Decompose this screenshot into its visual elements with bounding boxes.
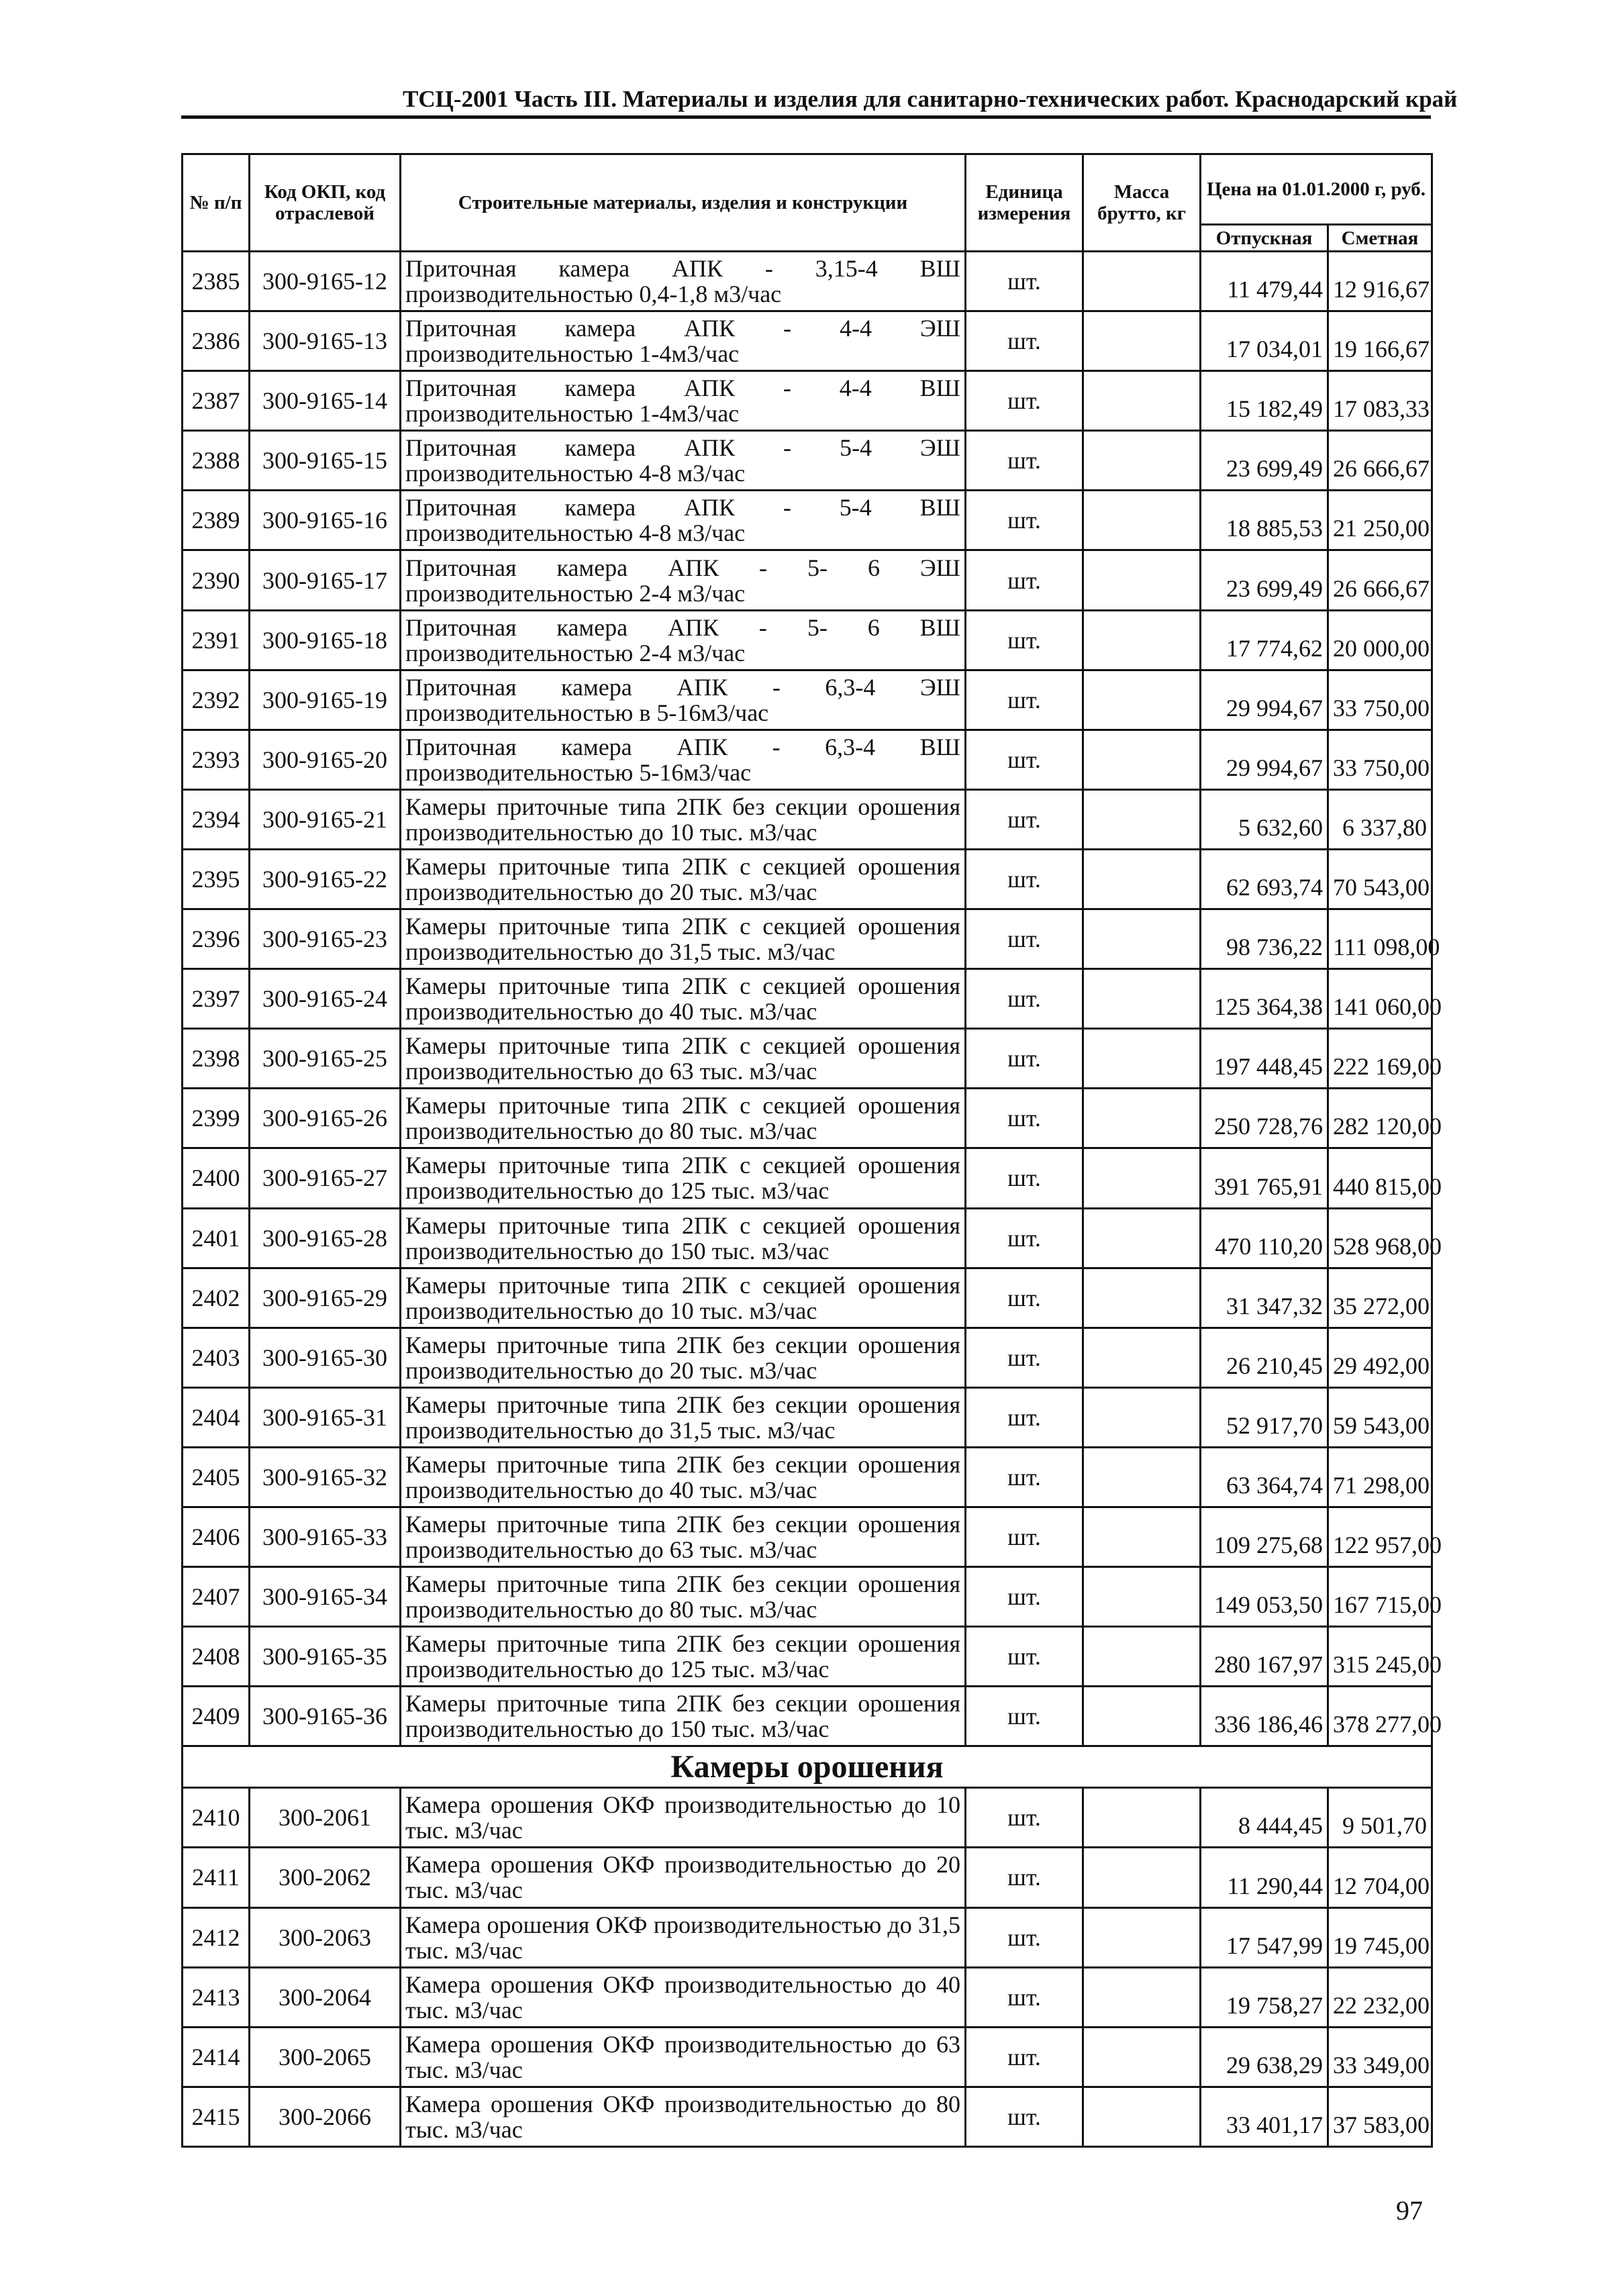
row-mass [1083,1387,1201,1447]
row-number: 2388 [183,431,250,491]
row-estimate-price: 26 666,67 [1328,550,1432,610]
row-code: 300-9165-33 [250,1507,401,1566]
price-table [181,153,1442,2148]
row-description: Камера орошения ОКФ производительностью до 63 тыс. м3/час [401,2027,966,2087]
row-estimate-price: 29 492,00 [1328,1328,1432,1387]
table-row [183,969,1432,1029]
row-description: Камеры приточные типа 2ПК без секции орошения производительностью до 63 тыс. м3/час [401,1507,966,1566]
row-mass [1083,670,1201,730]
table-row [183,491,1432,550]
row-estimate-price: 440 815,00 [1328,1148,1432,1208]
row-release-price: 31 347,32 [1201,1268,1328,1328]
row-description: Приточная камера АПК - 4-4 ЭШ производительностью 1-4м3/час [401,311,966,371]
row-estimate-price: 26 666,67 [1328,431,1432,491]
row-mass [1083,1208,1201,1268]
row-estimate-price: 111 098,00 [1328,909,1432,969]
row-release-price: 19 758,27 [1201,1967,1328,2027]
row-mass [1083,1507,1201,1566]
table-row [183,1507,1432,1566]
row-release-price: 280 167,97 [1201,1627,1328,1687]
row-unit: шт. [966,2087,1083,2146]
row-code: 300-9165-12 [250,252,401,311]
table-row [183,1089,1432,1148]
column-header-price: Цена на 01.01.2000 г, руб. [1201,154,1432,225]
row-number: 2392 [183,670,250,730]
row-code: 300-9165-22 [250,849,401,909]
row-code: 300-9165-30 [250,1328,401,1387]
row-number: 2411 [183,1848,250,1907]
row-unit: шт. [966,730,1083,789]
row-unit: шт. [966,670,1083,730]
row-number: 2409 [183,1687,250,1746]
row-description: Камеры приточные типа 2ПК без секции орошения производительностью до 80 тыс. м3/час [401,1567,966,1627]
row-unit: шт. [966,1507,1083,1566]
row-unit: шт. [966,1029,1083,1089]
row-estimate-price: 35 272,00 [1328,1268,1432,1328]
row-release-price: 15 182,49 [1201,371,1328,431]
section-title: Камеры орошения [183,1746,1432,1788]
row-description: Камеры приточные типа 2ПК с секцией орошения производительностью до 10 тыс. м3/час [401,1268,966,1328]
row-mass [1083,909,1201,969]
row-description: Камеры приточные типа 2ПК без секции орошения производительностью до 150 тыс. м3/час [401,1687,966,1746]
row-mass [1083,2027,1201,2087]
row-estimate-price: 222 169,00 [1328,1029,1432,1089]
row-estimate-price: 282 120,00 [1328,1089,1432,1148]
row-estimate-price: 141 060,00 [1328,969,1432,1029]
row-estimate-price: 17 083,33 [1328,371,1432,431]
table-row [183,1208,1432,1268]
row-mass [1083,1967,1201,2027]
table-row [183,2087,1432,2146]
row-mass [1083,969,1201,1029]
table-row [183,550,1432,610]
row-number: 2391 [183,610,250,670]
table-row [183,1848,1432,1907]
row-description: Приточная камера АПК - 5- 6 ЭШ производительностью 2-4 м3/час [401,550,966,610]
row-description: Камера орошения ОКФ производительностью до 40 тыс. м3/час [401,1967,966,2027]
row-release-price: 17 547,99 [1201,1907,1328,1967]
row-release-price: 33 401,17 [1201,2087,1328,2146]
row-number: 2396 [183,909,250,969]
row-estimate-price: 9 501,70 [1328,1788,1432,1848]
table-row [183,252,1432,311]
table-row [183,1567,1432,1627]
row-mass [1083,311,1201,371]
row-number: 2415 [183,2087,250,2146]
row-code: 300-9165-18 [250,610,401,670]
row-mass [1083,550,1201,610]
row-release-price: 29 994,67 [1201,670,1328,730]
row-release-price: 5 632,60 [1201,789,1328,849]
row-release-price: 17 034,01 [1201,311,1328,371]
row-unit: шт. [966,849,1083,909]
row-unit: шт. [966,1268,1083,1328]
row-number: 2407 [183,1567,250,1627]
row-mass [1083,1848,1201,1907]
row-unit: шт. [966,1627,1083,1687]
row-unit: шт. [966,371,1083,431]
row-mass [1083,371,1201,431]
row-code: 300-9165-16 [250,491,401,550]
row-description: Камера орошения ОКФ производительностью до 20 тыс. м3/час [401,1848,966,1907]
row-unit: шт. [966,789,1083,849]
table-row [183,849,1432,909]
row-description: Приточная камера АПК - 5- 6 ВШ производительностью 2-4 м3/час [401,610,966,670]
row-description: Приточная камера АПК - 6,3-4 ЭШ производительностью в 5-16м3/час [401,670,966,730]
row-mass [1083,1029,1201,1089]
row-description: Камера орошения ОКФ производительностью до 10 тыс. м3/час [401,1788,966,1848]
header-divider [181,115,1431,119]
row-mass [1083,1089,1201,1148]
row-code: 300-2061 [250,1788,401,1848]
row-mass [1083,1148,1201,1208]
row-unit: шт. [966,1089,1083,1148]
row-unit: шт. [966,550,1083,610]
row-estimate-price: 315 245,00 [1328,1627,1432,1687]
row-code: 300-9165-31 [250,1387,401,1447]
row-estimate-price: 528 968,00 [1328,1208,1432,1268]
row-code: 300-2066 [250,2087,401,2146]
row-unit: шт. [966,1567,1083,1627]
column-header-unit: Единица измерения [966,154,1083,252]
column-header-code: Код ОКП, код отраслевой [250,154,401,252]
row-estimate-price: 59 543,00 [1328,1387,1432,1447]
row-estimate-price: 12 704,00 [1328,1848,1432,1907]
table-row [183,1029,1432,1089]
page-header-title: ТСЦ-2001 Часть III. Материалы и изделия для санитарно-технических работ. Краснодарский край [403,86,1458,112]
table-row [183,371,1432,431]
row-release-price: 62 693,74 [1201,849,1328,909]
row-release-price: 11 479,44 [1201,252,1328,311]
row-release-price: 98 736,22 [1201,909,1328,969]
row-estimate-price: 33 750,00 [1328,730,1432,789]
row-description: Камеры приточные типа 2ПК без секции орошения производительностью до 125 тыс. м3/час [401,1627,966,1687]
row-description: Приточная камера АПК - 5-4 ЭШ производительностью 4-8 м3/час [401,431,966,491]
table-row [183,730,1432,789]
row-code: 300-9165-36 [250,1687,401,1746]
row-unit: шт. [966,311,1083,371]
row-estimate-price: 33 750,00 [1328,670,1432,730]
row-estimate-price: 21 250,00 [1328,491,1432,550]
row-number: 2402 [183,1268,250,1328]
row-number: 2400 [183,1148,250,1208]
table-row [183,670,1432,730]
row-release-price: 11 290,44 [1201,1848,1328,1907]
row-number: 2395 [183,849,250,909]
table-row [183,1328,1432,1387]
page-number: 97 [1396,2195,1423,2226]
row-code: 300-2064 [250,1967,401,2027]
row-number: 2410 [183,1788,250,1848]
table-row [183,789,1432,849]
row-mass [1083,1627,1201,1687]
table-row [183,1447,1432,1507]
row-unit: шт. [966,431,1083,491]
row-unit: шт. [966,1687,1083,1746]
row-release-price: 250 728,76 [1201,1089,1328,1148]
row-release-price: 8 444,45 [1201,1788,1328,1848]
row-mass [1083,1328,1201,1387]
row-code: 300-9165-29 [250,1268,401,1328]
row-description: Камеры приточные типа 2ПК без секции орошения производительностью до 40 тыс. м3/час [401,1447,966,1507]
row-unit: шт. [966,1788,1083,1848]
row-code: 300-2062 [250,1848,401,1907]
row-code: 300-9165-27 [250,1148,401,1208]
row-estimate-price: 6 337,80 [1328,789,1432,849]
row-estimate-price: 19 166,67 [1328,311,1432,371]
row-mass [1083,252,1201,311]
row-estimate-price: 12 916,67 [1328,252,1432,311]
row-description: Камера орошения ОКФ производительностью до 80 тыс. м3/час [401,2087,966,2146]
row-estimate-price: 70 543,00 [1328,849,1432,909]
row-number: 2412 [183,1907,250,1967]
row-description: Камеры приточные типа 2ПК с секцией орошения производительностью до 20 тыс. м3/час [401,849,966,909]
row-release-price: 63 364,74 [1201,1447,1328,1507]
row-release-price: 17 774,62 [1201,610,1328,670]
row-code: 300-9165-15 [250,431,401,491]
row-release-price: 29 994,67 [1201,730,1328,789]
row-description: Камеры приточные типа 2ПК с секцией орошения производительностью до 80 тыс. м3/час [401,1089,966,1148]
row-description: Приточная камера АПК - 6,3-4 ВШ производительностью 5-16м3/час [401,730,966,789]
row-code: 300-9165-28 [250,1208,401,1268]
row-unit: шт. [966,1848,1083,1907]
row-estimate-price: 122 957,00 [1328,1507,1432,1566]
row-number: 2385 [183,252,250,311]
row-code: 300-2063 [250,1907,401,1967]
row-number: 2408 [183,1627,250,1687]
row-code: 300-9165-32 [250,1447,401,1507]
column-header-name: Строительные материалы, изделия и конструкции [401,154,966,252]
row-mass [1083,789,1201,849]
row-mass [1083,610,1201,670]
row-description: Камеры приточные типа 2ПК с секцией орошения производительностью до 40 тыс. м3/час [401,969,966,1029]
table-body-irrigation [183,1788,1432,2147]
row-number: 2397 [183,969,250,1029]
column-header-num: № п/п [183,154,250,252]
row-code: 300-9165-35 [250,1627,401,1687]
row-description: Камеры приточные типа 2ПК без секции орошения производительностью до 31,5 тыс. м3/час [401,1387,966,1447]
table-section [183,1746,1432,1788]
row-unit: шт. [966,1447,1083,1507]
row-description: Камера орошения ОКФ производительностью до 31,5 тыс. м3/час [401,1907,966,1967]
row-estimate-price: 33 349,00 [1328,2027,1432,2087]
table-row [183,909,1432,969]
row-unit: шт. [966,1328,1083,1387]
row-code: 300-9165-25 [250,1029,401,1089]
row-code: 300-9165-24 [250,969,401,1029]
row-unit: шт. [966,2027,1083,2087]
row-unit: шт. [966,252,1083,311]
row-mass [1083,1907,1201,1967]
row-code: 300-9165-19 [250,670,401,730]
row-description: Камеры приточные типа 2ПК без секции орошения производительностью до 20 тыс. м3/час [401,1328,966,1387]
row-description: Приточная камера АПК - 4-4 ВШ производительностью 1-4м3/час [401,371,966,431]
row-unit: шт. [966,1387,1083,1447]
row-description: Камеры приточные типа 2ПК с секцией орошения производительностью до 125 тыс. м3/час [401,1148,966,1208]
row-unit: шт. [966,909,1083,969]
column-header-release: Отпускная [1201,225,1328,252]
row-unit: шт. [966,1907,1083,1967]
row-number: 2413 [183,1967,250,2027]
row-code: 300-9165-13 [250,311,401,371]
row-release-price: 23 699,49 [1201,550,1328,610]
row-unit: шт. [966,1148,1083,1208]
row-estimate-price: 167 715,00 [1328,1567,1432,1627]
row-number: 2389 [183,491,250,550]
row-number: 2398 [183,1029,250,1089]
row-release-price: 26 210,45 [1201,1328,1328,1387]
row-description: Камеры приточные типа 2ПК с секцией орошения производительностью до 150 тыс. м3/час [401,1208,966,1268]
table-row [183,1627,1432,1687]
row-number: 2390 [183,550,250,610]
row-estimate-price: 37 583,00 [1328,2087,1432,2146]
row-unit: шт. [966,491,1083,550]
table-row [183,1687,1432,1746]
row-mass [1083,431,1201,491]
row-release-price: 197 448,45 [1201,1029,1328,1089]
row-code: 300-9165-34 [250,1567,401,1627]
row-release-price: 109 275,68 [1201,1507,1328,1566]
row-number: 2401 [183,1208,250,1268]
row-release-price: 29 638,29 [1201,2027,1328,2087]
row-number: 2403 [183,1328,250,1387]
row-mass [1083,1567,1201,1627]
table-body-main [183,252,1442,1746]
row-number: 2386 [183,311,250,371]
row-unit: шт. [966,1208,1083,1268]
row-mass [1083,1687,1201,1746]
row-release-price: 125 364,38 [1201,969,1328,1029]
row-release-price: 336 186,46 [1201,1687,1328,1746]
row-mass [1083,1268,1201,1328]
row-number: 2405 [183,1447,250,1507]
table-row [183,1967,1432,2027]
table-row [183,1268,1432,1328]
table-row [183,1788,1432,1848]
row-estimate-price: 22 232,00 [1328,1967,1432,2027]
row-release-price: 391 765,91 [1201,1148,1328,1208]
row-description: Приточная камера АПК - 5-4 ВШ производительностью 4-8 м3/час [401,491,966,550]
row-mass [1083,2087,1201,2146]
row-description: Камеры приточные типа 2ПК без секции орошения производительностью до 10 тыс. м3/час [401,789,966,849]
table-row [183,2027,1432,2087]
row-unit: шт. [966,969,1083,1029]
column-header-estimate: Сметная [1328,225,1432,252]
row-code: 300-9165-17 [250,550,401,610]
row-estimate-price: 19 745,00 [1328,1907,1432,1967]
row-unit: шт. [966,610,1083,670]
row-number: 2399 [183,1089,250,1148]
column-header-mass: Масса брутто, кг [1083,154,1201,252]
row-code: 300-9165-23 [250,909,401,969]
row-code: 300-9165-21 [250,789,401,849]
table-row [183,1148,1432,1208]
row-release-price: 52 917,70 [1201,1387,1328,1447]
row-mass [1083,1447,1201,1507]
table-row [183,1907,1432,1967]
row-estimate-price: 20 000,00 [1328,610,1432,670]
table-row [183,610,1432,670]
row-estimate-price: 378 277,00 [1328,1687,1432,1746]
table-row [183,1387,1432,1447]
row-mass [1083,1788,1201,1848]
row-description: Камеры приточные типа 2ПК с секцией орошения производительностью до 31,5 тыс. м3/час [401,909,966,969]
row-mass [1083,849,1201,909]
row-number: 2393 [183,730,250,789]
row-mass [1083,491,1201,550]
row-number: 2404 [183,1387,250,1447]
row-description: Приточная камера АПК - 3,15-4 ВШ производительностью 0,4-1,8 м3/час [401,252,966,311]
row-number: 2387 [183,371,250,431]
row-code: 300-2065 [250,2027,401,2087]
row-release-price: 18 885,53 [1201,491,1328,550]
row-code: 300-9165-14 [250,371,401,431]
row-release-price: 23 699,49 [1201,431,1328,491]
row-estimate-price: 71 298,00 [1328,1447,1432,1507]
row-release-price: 149 053,50 [1201,1567,1328,1627]
row-description: Камеры приточные типа 2ПК с секцией орошения производительностью до 63 тыс. м3/час [401,1029,966,1089]
row-code: 300-9165-26 [250,1089,401,1148]
row-code: 300-9165-20 [250,730,401,789]
row-unit: шт. [966,1967,1083,2027]
table-row [183,431,1432,491]
row-number: 2406 [183,1507,250,1566]
row-release-price: 470 110,20 [1201,1208,1328,1268]
row-mass [1083,730,1201,789]
row-number: 2414 [183,2027,250,2087]
table-row [183,311,1432,371]
row-number: 2394 [183,789,250,849]
